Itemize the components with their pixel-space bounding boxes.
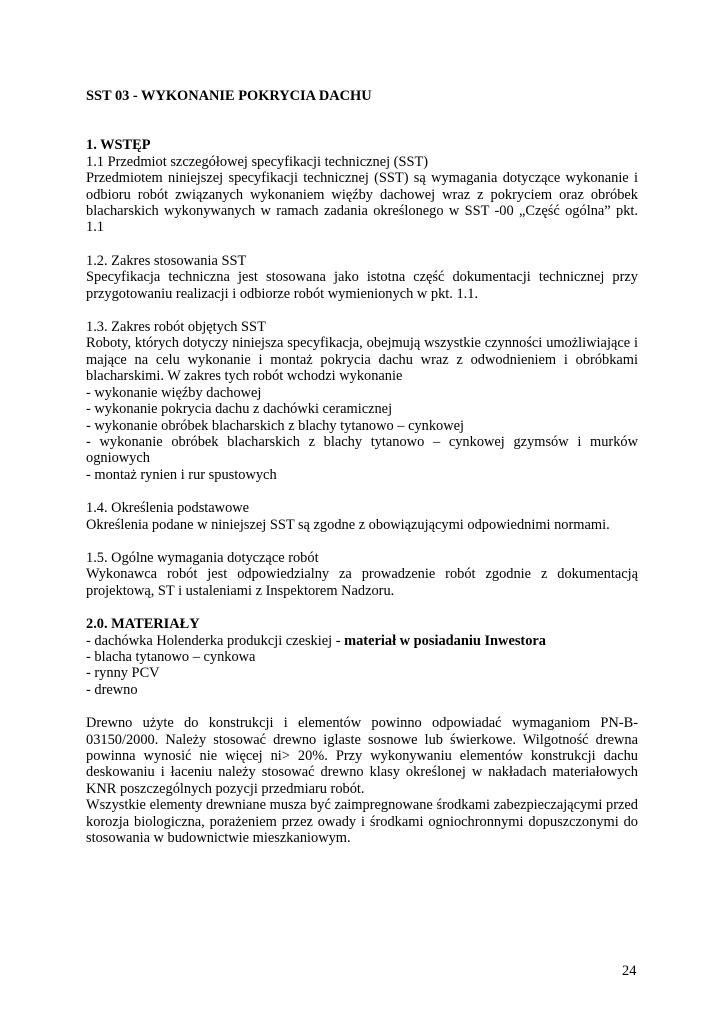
scope-list (86, 385, 638, 483)
section-2-heading: 2.0. MATERIAŁY (86, 616, 200, 633)
subsection-1-4-title: 1.4. Określenia podstawowe (86, 500, 250, 517)
paragraph-wood-impregnation: Wszystkie elementy drewniane musza być zaimpregnowane środkami zabezpieczającymi przed korozja biologiczna, porażeniem przez owady i środkami ogniochronnymi dopuszczonymi do stosowania w budownictwie mieszkaniowym. (86, 797, 638, 847)
list-item: - wykonanie więźby dachowej (86, 384, 262, 401)
page-number: 24 (622, 963, 637, 979)
subsection-1-5-title: 1.5. Ogólne wymagania dotyczące robót (86, 549, 319, 566)
subsection-1-2-title: 1.2. Zakres stosowania SST (86, 252, 247, 269)
subsection-1-3-title: 1.3. Zakres robót objętych SST (86, 319, 266, 336)
list-item: - rynny PCV (86, 665, 160, 682)
list-item: - montaż rynien i rur spustowych (86, 466, 277, 483)
paragraph-1-5: Wykonawca robót jest odpowiedzialny za prowadzenie robót zgodnie z dokumentacją projektową, ST i ustaleniami z Inspektorem Nadzoru. (86, 566, 638, 599)
list-item (86, 633, 638, 649)
paragraph-1-3: Roboty, których dotyczy niniejsza specyfikacja, obejmują wszystkie czynności umożliwiające i mające na celu wykonanie i montaż pokrycia dachu wraz z odwodnieniem i obróbkami blacharskimi. W zakres tych robót wchodzi wykonanie (86, 335, 638, 385)
list-item: - blacha tytanowo – cynkowa (86, 648, 256, 665)
paragraph-1-4: Określenia podane w niniejszej SST są zgodne z obowiązującymi odpowiednimi normami. (86, 516, 610, 533)
list-item: - wykonanie pokrycia dachu z dachówki ceramicznej (86, 401, 393, 418)
paragraph-1-1: Przedmiotem niniejszej specyfikacji technicznej (SST) są wymagania dotyczące wykonanie i odbioru robót związanych wykonaniem więźby dachowej wraz z pokryciem oraz obróbek blacharskich wykonywanych w ramach zadania określonego w SST -00 „Część ogólna” pkt. 1.1 (86, 170, 638, 236)
paragraph-wood-requirements: Drewno użyte do konstrukcji i elementów powinno odpowiadać wymaganiom PN-B-03150/2000. Należy stosować drewno iglaste sosnowe lub świerkowe. Wilgotność drewna powinna wynosić nie więcej ni> 20%. Przy wykonywaniu elementów konstrukcji dachu deskowaniu i łaceniu należy stosować drewno klasy określonej w nakładach materiałowych KNR poszczególnych pozycji przedmiaru robót. (86, 715, 638, 797)
material-item-text: - dachówka Holenderka produkcji czeskiej - (86, 632, 345, 649)
document-title: SST 03 - WYKONANIE POKRYCIA DACHU (86, 88, 372, 104)
list-item: - drewno (86, 681, 138, 698)
subsection-1-1-title: 1.1 Przedmiot szczegółowej specyfikacji technicznej (SST) (86, 153, 429, 170)
list-item: - wykonanie obróbek blacharskich z blachy tytanowo – cynkowej (86, 417, 465, 434)
section-1-heading: 1. WSTĘP (86, 137, 151, 154)
list-item: - wykonanie obróbek blacharskich z blachy tytanowo – cynkowej gzymsów i murków ogniowych (86, 433, 638, 467)
paragraph-1-2: Specyfikacja techniczna jest stosowana jako istotna część dokumentacji technicznej przy przygotowaniu realizacji i odbiorze robót wymienionych w pkt. 1.1. (86, 269, 638, 302)
material-note-bold: materiał w posiadaniu Inwestora (344, 632, 547, 649)
materials-list (86, 633, 638, 699)
document-page (86, 88, 638, 846)
